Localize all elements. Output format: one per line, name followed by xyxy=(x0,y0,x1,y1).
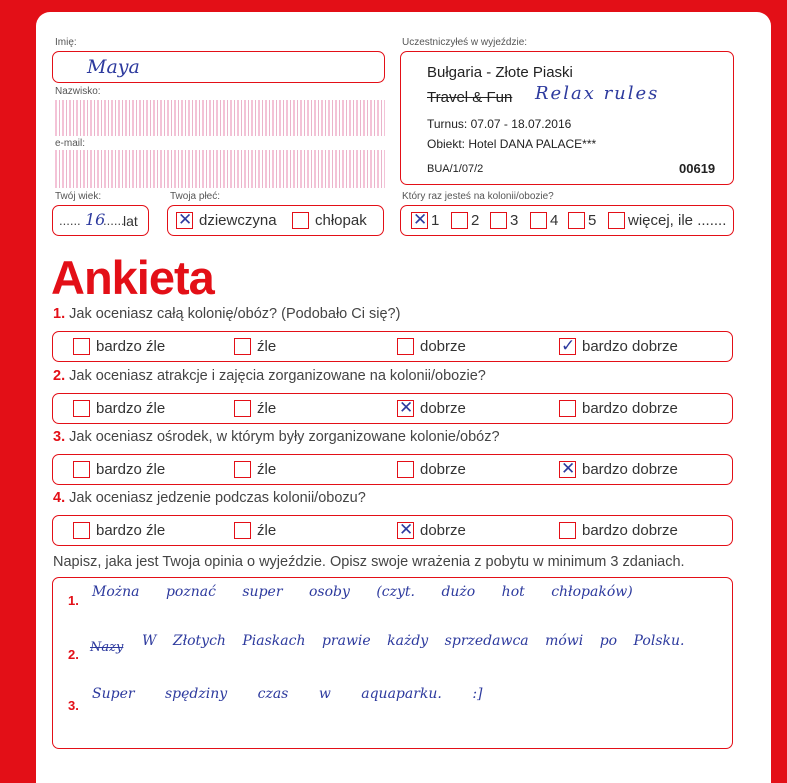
rating-option[interactable] xyxy=(234,522,276,539)
checkbox[interactable] xyxy=(234,338,251,355)
gender-field xyxy=(167,205,384,236)
rating-option-label: bardzo dobrze xyxy=(582,338,678,355)
check-mark-icon: ✕ xyxy=(399,398,414,417)
checkbox[interactable] xyxy=(451,212,468,229)
trip-box xyxy=(400,51,734,185)
checkbox[interactable] xyxy=(559,338,576,355)
gender-label: Twoja płeć: xyxy=(170,191,221,202)
rating-option[interactable] xyxy=(397,461,466,478)
checkbox[interactable]: ✕ xyxy=(413,210,428,229)
checkbox[interactable] xyxy=(397,400,414,417)
trip-hotel: Obiekt: Hotel DANA PALACE*** xyxy=(427,137,597,151)
question-1 xyxy=(53,306,400,322)
age-label: Twój wiek: xyxy=(55,191,102,202)
rating-option[interactable] xyxy=(559,461,678,478)
checkbox[interactable] xyxy=(73,522,90,539)
opinion-line-2-struck: Nazy xyxy=(90,640,124,655)
rating-option[interactable] xyxy=(234,400,276,417)
rating-option-label: bardzo dobrze xyxy=(582,461,678,478)
times-option-5[interactable]: 5 xyxy=(568,212,596,229)
trip-turnus: Turnus: 07.07 - 18.07.2016 xyxy=(427,117,572,131)
surname-label: Nazwisko: xyxy=(55,86,101,97)
checkbox[interactable] xyxy=(608,212,625,229)
rating-option-label: bardzo dobrze xyxy=(582,522,678,539)
rating-option[interactable] xyxy=(397,522,466,539)
rating-option-label: źle xyxy=(257,338,277,355)
rating-option-label: dobrze xyxy=(420,461,466,478)
times-label: Który raz jesteś na kolonii/obozie? xyxy=(402,191,554,202)
age-prefix: ...... xyxy=(59,213,81,228)
email-label: e-mail: xyxy=(55,138,86,149)
checkbox[interactable] xyxy=(73,338,90,355)
rating-option-label: bardzo źle xyxy=(96,522,166,539)
checkbox[interactable] xyxy=(559,522,576,539)
checkbox[interactable] xyxy=(292,212,309,229)
rating-option-label: dobrze xyxy=(420,338,466,355)
opinion-line-1: Można poznać super osoby (czyt. dużo hot chłopaków) xyxy=(92,584,633,600)
question-4-options xyxy=(52,515,733,546)
question-number: 4. xyxy=(53,490,66,506)
redacted-surname xyxy=(55,100,385,136)
rating-option[interactable] xyxy=(397,400,466,417)
checkbox[interactable]: ✕ xyxy=(178,210,193,229)
rating-option[interactable] xyxy=(397,338,466,355)
check-mark-icon: ✕ xyxy=(561,459,576,478)
rating-option[interactable] xyxy=(73,461,165,478)
rating-option-label: bardzo źle xyxy=(96,400,166,417)
checkbox[interactable] xyxy=(397,461,414,478)
rating-option[interactable] xyxy=(73,338,165,355)
checkbox[interactable] xyxy=(397,522,414,539)
rating-option[interactable] xyxy=(559,522,678,539)
checkbox[interactable] xyxy=(559,461,576,478)
question-1-options xyxy=(52,331,733,362)
checkbox[interactable] xyxy=(490,212,507,229)
rating-option-label: źle xyxy=(257,522,277,539)
question-text: Jak oceniasz całą kolonię/obóz? (Podobało Ci się?) xyxy=(69,306,401,322)
rating-option[interactable] xyxy=(559,338,678,355)
trip-code: BUA/1/07/2 xyxy=(427,163,484,175)
question-3 xyxy=(53,429,500,445)
age-suffix: ...... xyxy=(103,213,125,228)
checkbox[interactable] xyxy=(234,461,251,478)
times-field xyxy=(400,205,734,236)
rating-option[interactable] xyxy=(73,522,165,539)
opinion-line-2-num: 2. xyxy=(68,647,79,662)
checkbox[interactable] xyxy=(234,522,251,539)
trip-destination: Bułgaria - Złote Piaski xyxy=(427,64,573,81)
rating-option-label: źle xyxy=(257,461,277,478)
times-option-4[interactable]: 4 xyxy=(530,212,558,229)
question-2-options xyxy=(52,393,733,424)
rating-option[interactable] xyxy=(234,461,276,478)
rating-option-label: bardzo źle xyxy=(96,338,166,355)
times-option-more[interactable]: więcej, ile ....... xyxy=(608,212,726,229)
checkbox[interactable] xyxy=(73,400,90,417)
question-number: 3. xyxy=(53,429,66,445)
trip-number: 00619 xyxy=(679,161,716,176)
question-text: Jak oceniasz jedzenie podczas kolonii/obozu? xyxy=(69,490,366,506)
rating-option-label: bardzo dobrze xyxy=(582,400,678,417)
times-option-2[interactable]: 2 xyxy=(451,212,479,229)
opinion-line-3: Super spędziny czas w aquaparku. :] xyxy=(92,686,483,702)
question-number: 2. xyxy=(53,368,66,384)
checkbox[interactable] xyxy=(568,212,585,229)
gender-option-boy[interactable]: chłopak xyxy=(292,212,367,229)
rating-option[interactable] xyxy=(234,338,276,355)
checkbox[interactable] xyxy=(73,461,90,478)
trip-label: Uczestniczyłeś w wyjeździe: xyxy=(402,37,528,48)
rating-option-label: źle xyxy=(257,400,277,417)
trip-company-handwritten: Relax rules xyxy=(535,83,660,104)
opinion-prompt: Napisz, jaka jest Twoja opinia o wyjeździe. Opisz swoje wrażenia z pobytu w minimum 3 zdaniach. xyxy=(53,554,685,570)
question-number: 1. xyxy=(53,306,66,322)
rating-option-label: dobrze xyxy=(420,400,466,417)
gender-option-girl[interactable]: ✕ dziewczyna xyxy=(178,210,277,229)
rating-option-label: dobrze xyxy=(420,522,466,539)
trip-company-struck: Travel & Fun xyxy=(427,89,513,106)
age-value: 16 xyxy=(85,210,106,229)
question-2 xyxy=(53,368,486,384)
times-option-1[interactable]: ✕ 1 xyxy=(413,210,440,229)
question-text: Jak oceniasz ośrodek, w którym były zorganizowane kolonie/obóz? xyxy=(69,429,500,445)
rating-option-label: bardzo źle xyxy=(96,461,166,478)
age-unit: lat xyxy=(123,213,138,229)
check-mark-icon: ✕ xyxy=(399,520,414,539)
checkbox[interactable] xyxy=(559,400,576,417)
question-4 xyxy=(53,490,366,506)
checkbox[interactable] xyxy=(530,212,547,229)
name-field[interactable] xyxy=(52,51,385,83)
checkbox[interactable] xyxy=(234,400,251,417)
rating-option[interactable] xyxy=(73,400,165,417)
rating-option[interactable] xyxy=(559,400,678,417)
opinion-line-3-num: 3. xyxy=(68,698,79,713)
redacted-email xyxy=(55,150,385,188)
times-option-3[interactable]: 3 xyxy=(490,212,518,229)
question-text: Jak oceniasz atrakcje i zajęcia zorganizowane na kolonii/obozie? xyxy=(69,368,486,384)
opinion-line-1-num: 1. xyxy=(68,593,79,608)
page-title: Ankieta xyxy=(51,251,214,304)
question-3-options xyxy=(52,454,733,485)
check-mark-icon: ✓ xyxy=(561,336,576,355)
age-field[interactable] xyxy=(52,205,149,236)
opinion-box[interactable] xyxy=(52,577,733,749)
name-label: Imię: xyxy=(55,37,77,48)
name-value: Maya xyxy=(87,56,140,78)
opinion-line-2: W Złotych Piaskach prawie każdy sprzedawca mówi po Polsku. xyxy=(142,633,685,649)
checkbox[interactable] xyxy=(397,338,414,355)
